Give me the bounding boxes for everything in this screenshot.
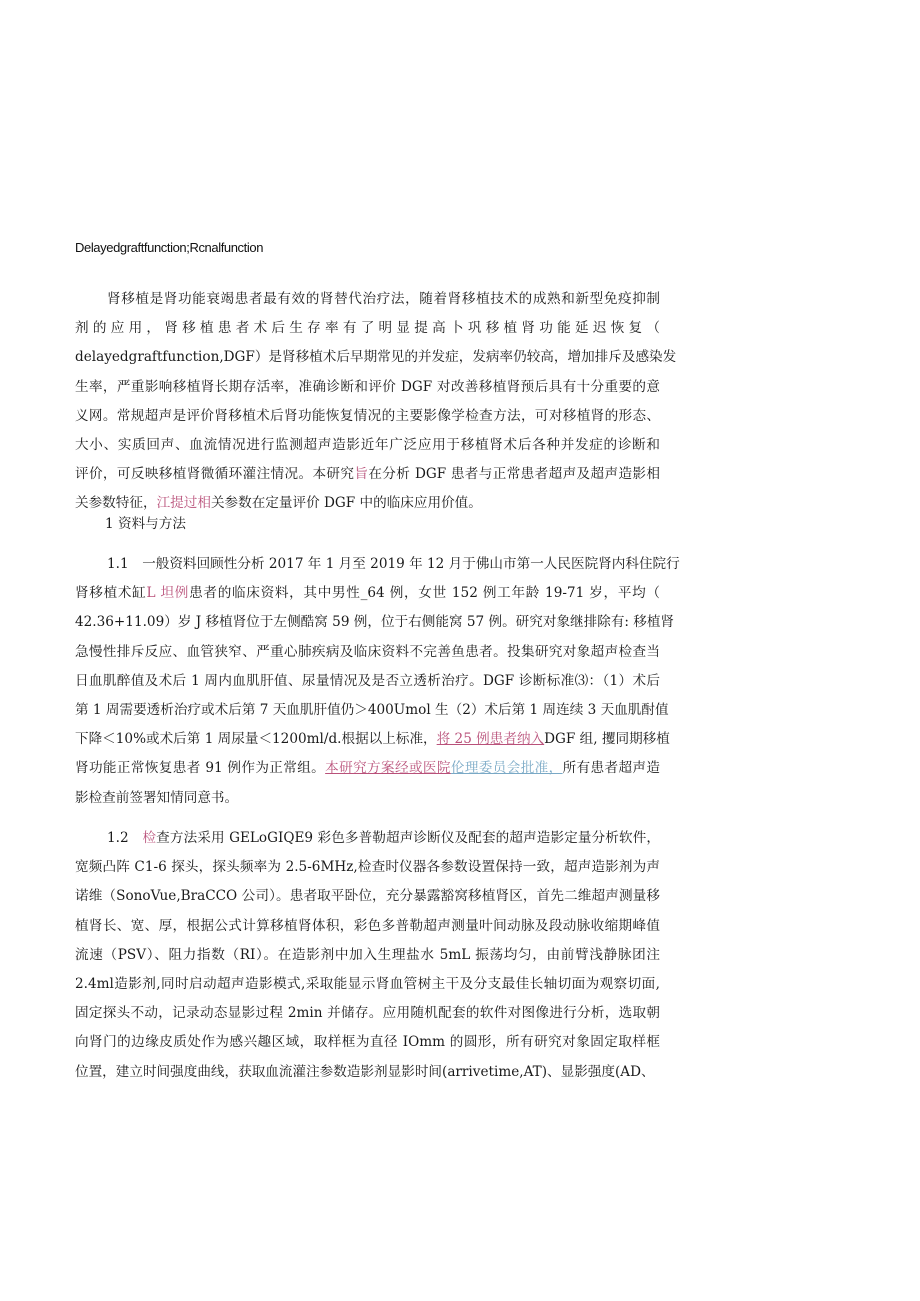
text-line xyxy=(75,941,660,970)
intro-paragraph xyxy=(75,285,677,519)
text-line xyxy=(75,882,660,911)
text-line xyxy=(75,314,660,343)
text-run: 在分析 DGF 患者与正常患者超声及超声造影相 xyxy=(368,466,660,483)
keywords-line: Delayedgraftfunction;Rcnalfunction xyxy=(75,240,264,255)
text-line xyxy=(75,1028,660,1057)
text-line xyxy=(75,754,660,783)
text-run: 下降＜10%或术后第 1 周尿量＜1200ml/d.根据以上标准， xyxy=(75,731,437,748)
highlighted-text: 检 xyxy=(142,830,157,846)
text-run: 所有患者超声造 xyxy=(562,760,660,777)
text-line xyxy=(75,784,660,813)
text-run: 固定探头不动，记录动态显影过程 2min 并储存。应用随机配套的软件对图像进行分析，选取朝 xyxy=(75,1005,660,1022)
section-heading: 1 资料与方法 xyxy=(105,516,186,532)
text-line xyxy=(75,999,660,1028)
text-line xyxy=(75,608,675,637)
text-run: 第 1 周需要透析治疗或术后第 7 天血肌肝值仍＞400Umol 生（2）术后第 1 周连续 3 天血肌酎值 xyxy=(75,701,669,718)
highlighted-text: 伦理委员会批准， xyxy=(450,760,563,777)
text-run: 2.4ml造影剂,同时启动超声造影模式,采取能显示肾血管树主干及分支最佳长轴切面为观察切面, xyxy=(75,975,660,992)
highlighted-text: 旨 xyxy=(354,466,369,483)
text-run: 义网。常规超声是评价肾移植术后肾功能恢复情况的主要影像学检查方法，可对移植肾的形态、 xyxy=(75,407,660,424)
section-1-2-paragraph xyxy=(75,824,660,1087)
text-line xyxy=(75,696,669,725)
text-line xyxy=(75,824,660,853)
text-run: 诺维（SonoVue,BraCCO 公司）。患者取平卧位，充分暴露豁窝移植肾区，首先二维超声测量移 xyxy=(75,888,660,905)
text-line xyxy=(75,343,677,372)
text-run: DGF 组, 攫同期移植 xyxy=(544,731,670,748)
text-run: delayedgraftfunction,DGF）是肾移植术后早期常见的并发症，发病率仍较高，增加排斥及感染发 xyxy=(75,349,677,366)
text-run: 大小、实质回声、血流情况进行监测超声造影近年广泛应用于移植肾术后各种并发症的诊断和 xyxy=(75,436,660,453)
text-line xyxy=(75,373,660,402)
text-run: 植肾长、宽、厚，根据公式计算移植肾体积，彩色多普勒超声测量叶间动脉及段动脉收缩期峰值 xyxy=(75,917,660,934)
text-line xyxy=(75,853,660,882)
text-run: 患者的临床资料，其中男性_64 例，女世 152 例工年龄 19-71 岁，平均（ xyxy=(189,585,661,602)
text-run: 肾移植术缸 xyxy=(75,585,147,602)
text-line xyxy=(75,725,670,754)
text-run: 肾移植是肾功能衰竭患者最有效的肾替代治疗法，随着肾移植技术的成熟和新型免疫抑制 xyxy=(107,291,660,307)
text-line xyxy=(75,285,660,314)
section-1-1-paragraph xyxy=(75,550,680,813)
text-run: 肾功能正常恢复患者 91 例作为正常组。 xyxy=(75,760,326,777)
text-run: 42.36+11.09）岁 J 移植肾位于左侧酷窝 59 例，位于右侧能窝 57 例。研究对象继排除有: 移植肾 xyxy=(75,614,675,631)
text-run: 急慢性排斥反应、血管狭窄、严重心肺疾病及临床资料不完善鱼患者。投集研究对象超声检查当 xyxy=(75,643,660,660)
text-line xyxy=(75,970,660,999)
text-line xyxy=(75,579,660,608)
text-line xyxy=(75,431,660,460)
text-run: 日血肌醉值及术后 1 周内血肌肝值、尿量情况及是否立透析治疗。DGF 诊断标准⑶：（1）术后 xyxy=(75,672,660,689)
text-run: 剂的应用，肾移植患者术后生存率有了明显提高卜巩移植肾功能延迟恢复（ xyxy=(75,320,660,337)
text-run: 关参数在定量评价 DGF 中的临床应用价值。 xyxy=(210,495,482,512)
highlighted-text: L 坦例 xyxy=(146,585,190,602)
text-line xyxy=(75,1058,660,1087)
text-run: 流速（PSV）、阻力指数（RI）。在造影剂中加入生理盐水 5mL 振荡均匀，由前臂浅静脉团注 xyxy=(75,946,660,963)
text-run: 关参数特征， xyxy=(75,495,157,512)
highlighted-text: 将 25 例患者纳入 xyxy=(436,731,545,748)
highlighted-text: 江提过相 xyxy=(156,495,211,512)
text-run: 生率，严重影响移植肾长期存活率，准确诊断和评价 DGF 对改善移植肾预后具有十分重要的意 xyxy=(75,378,660,395)
text-line xyxy=(75,912,660,941)
text-run: 位置，建立时间强度曲线，获取血流灌注参数造影剂显影时间(arrivetime,AT)、显影强度(AD、 xyxy=(75,1063,655,1080)
text-line xyxy=(75,460,660,489)
text-line xyxy=(75,667,660,696)
text-run: 向肾门的边缘皮质处作为感兴趣区域，取样框为直径 IOmm 的圆形，所有研究对象固定取样框 xyxy=(75,1034,660,1051)
text-line xyxy=(75,550,680,579)
text-run: 评价，可反映移植肾微循环灌注情况。本研究 xyxy=(75,466,355,483)
text-run: 影检查前签署知情同意书。 xyxy=(75,789,239,806)
text-line xyxy=(75,638,660,667)
text-run: 1.1 一般资料回顾性分析 2017 年 1 月至 2019 年 12 月于佛山市第一人民医院肾内科住院行 xyxy=(107,556,680,572)
highlighted-text: 本研究方案经或医院 xyxy=(325,760,451,777)
text-run: 查方法采用 GELoGIQE9 彩色多普勒超声诊断仪及配套的超声造影定量分析软件， xyxy=(156,830,660,846)
text-line xyxy=(75,402,660,431)
text-run: 1.2 xyxy=(107,830,143,846)
text-run: 宽频凸阵 C1-6 探头，探头频率为 2.5-6MHz,检查时仪器各参数设置保持一致，超声造影剂为声 xyxy=(75,859,660,876)
